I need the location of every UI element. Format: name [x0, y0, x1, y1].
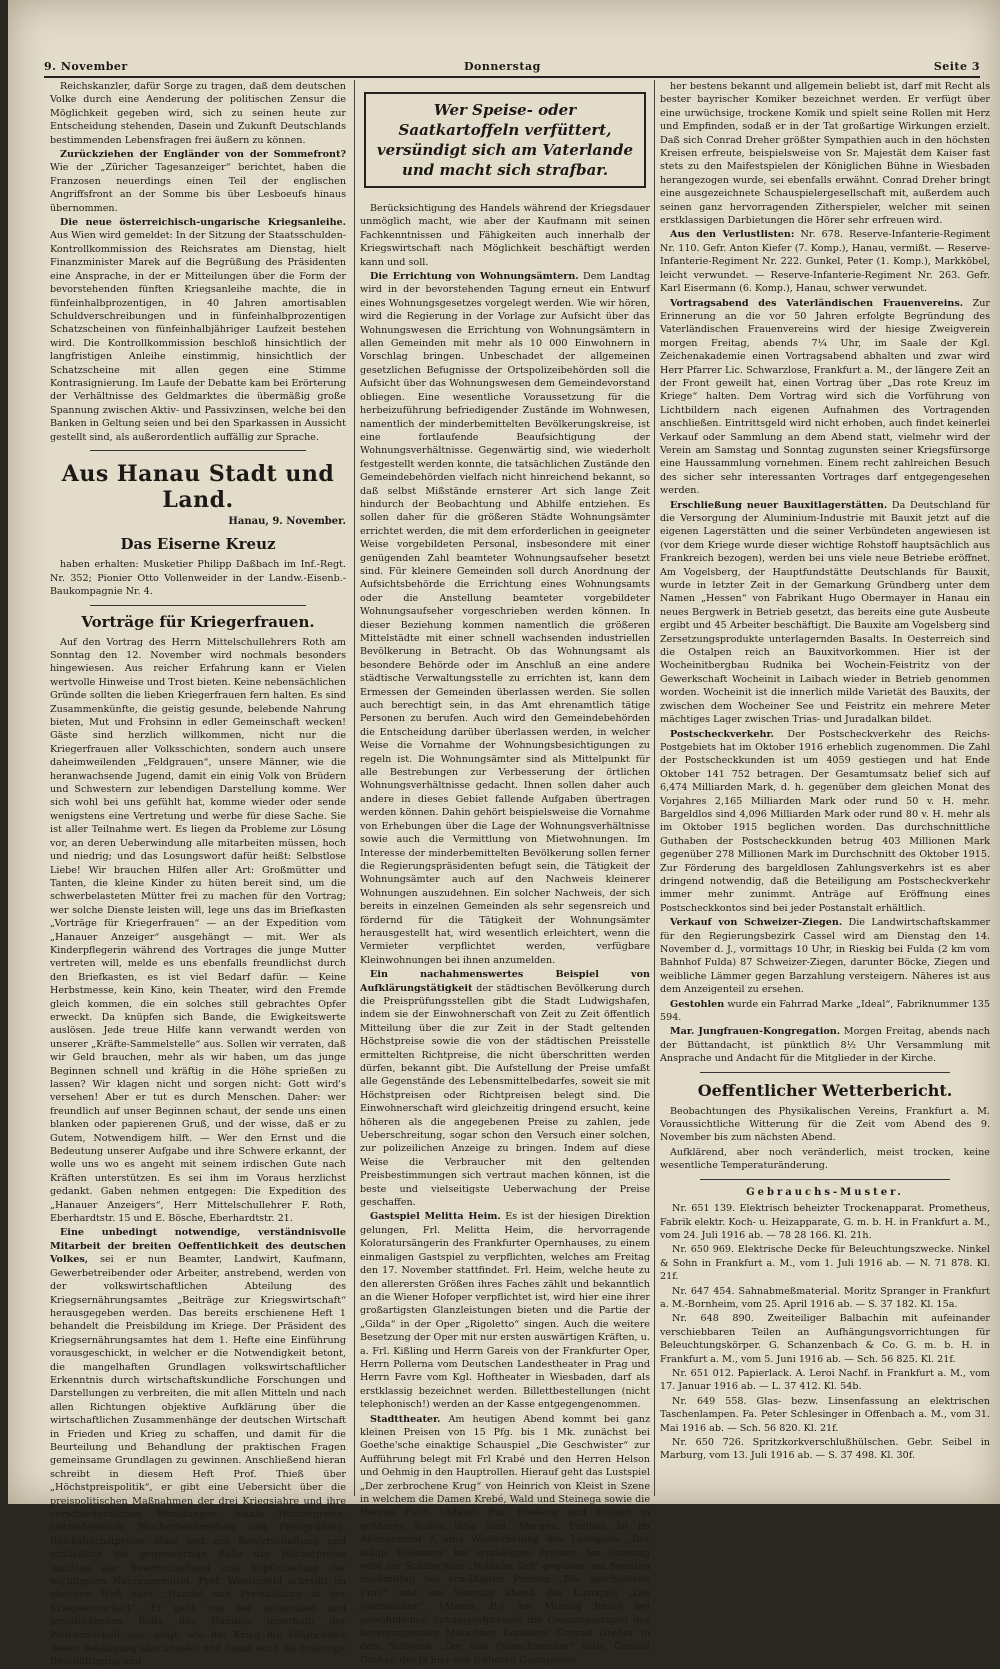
- article-lead: Aus den Verlustlisten:: [670, 229, 795, 241]
- article-lead: Gestohlen: [670, 998, 725, 1010]
- weather-paragraph: Aufklärend, aber noch veränderlich, meist trocken, keine wesentliche Temperaturänderung.: [660, 1146, 990, 1172]
- article-paragraph: Die neue österreichisch-ungarische Kriegsanleihe. Aus Wien wird gemeldet: In der Sitzung der Staatsschulden-Kontrollkommission des Reichsrates am Dienstag, hielt Finanzminister Marek auf die Begrüßung des Präsidenten eine Ansprache, in der er Mitteilungen über die Form der bevorstehenden fünften Kriegsanleihe machte, die in fünfeinhalbprozentigen, in 40 Jahren amortisablen Schuldverschreibungen und in fünfeinhalbprozentigen Schatzscheinen von fünfeinhalbjähriger Laufzeit bestehen wird. Die Kontrollkommission beschloß hinsichtlich der langfristigen Anleihe einstimmig, hinsichtlich der Schatzscheine mit allen gegen eine Stimme Kontrasignierung. Im Laufe der Debatte kam bei Erörterung der Verhältnisse des Geldmarktes die übermäßig große Spannung zwischen Aktiv- und Passivzinsen, welche bei den Banken in Geltung seien und bei den Sparkassen in Aussicht gestellt sind, als außerordentlich auffällig zur Sprache.: [50, 217, 346, 443]
- article-lead: Postscheckverkehr.: [670, 728, 774, 740]
- header-rule: [44, 76, 980, 78]
- article-paragraph: Berücksichtigung des Handels während der Kriegsdauer unmöglich macht, wie aber der Kaufmann mit seinen Fachkenntnissen und Fähigkeiten auch innerhalb der Kriegswirtschaft nach Möglichkeit beschäftigt werden kann und soll.: [360, 203, 650, 268]
- column-divider: [354, 80, 355, 1496]
- header-date: 9. November: [44, 60, 128, 73]
- weather-paragraph: Beobachtungen des Physikalischen Vereins, Frankfurt a. M. Voraussichtliche Witterung für die Zeit vom Abend des 9. November bis zum nächsten Abend.: [660, 1105, 990, 1144]
- patent-entry: Nr. 649 558. Glas- bezw. Linsenfassung an elektrischen Taschenlampen. Fa. Peter Schlesinger in Offenbach a. M., vom 31. Mai 1916 ab. — Sch. 56 820. Kl. 21f.: [660, 1395, 990, 1434]
- patent-entry: Nr. 651 139. Elektrisch beheizter Trockenapparat. Prometheus, Fabrik elektr. Koch- u. Heizapparate, G. m. b. H. in Frankfurt a. M., vom 24. Juli 1916 ab. — 78 28 166. Kl. 21h.: [660, 1203, 990, 1241]
- article-paragraph: Aus den Verlustlisten: Nr. 678. Reserve-Infanterie-Regiment Nr. 110. Gefr. Anton Kiefer (7. Komp.), Hanau, vermißt. — Reserve-Infanterie-Regiment Nr. 222. Gunkel, Peter (1. Komp.), Markköbel, leicht verwundet. — Reserve-Infanterie-Regiment Nr. 263. Gefr. Karl Eisermann (6. Komp.), Hanau, schwer verwundet.: [660, 229, 991, 295]
- article-lead: Eine unbedingt notwendige, verständnisvolle Mitarbeit der breiten Oeffentlichkeit des deutschen Volkes,: [50, 1227, 346, 1266]
- article-paragraph: haben erhalten: Musketier Philipp Daßbach im Inf.-Regt. Nr. 352; Pionier Otto Vollenweider in der Landw.-Eisenb.-Baukompagnie Nr. 4.: [50, 559, 346, 598]
- page-header: [44, 60, 980, 76]
- article-paragraph: Eine unbedingt notwendige, verständnisvolle Mitarbeit der breiten Oeffentlichkeit des deutschen Volkes, sei er nun Beamter, Landwirt, Kaufmann, Gewerbetreibender oder Arbeiter, anstrebend, werden von der volkswirtschaftlichen Abteilung des Kriegsernährungsamtes „Beiträge zur Kriegswirtschaft“ herausgegeben werden. Das bereits erschienene Heft 1 behandelt die Preisbildung im Kriege. Der Präsident des Kriegsernährungsamtes hat dem 1. Hefte eine Einführung vorausgeschickt, in welcher er die Notwendigkeit betont, die mangelhaften Grundlagen volkswirtschaftlicher Erkenntnis durch wirtschaftskundliche Forschungen und Darstellungen zu verbreiten, die mit allen Mitteln und nach allen Richtungen objektive Aufklärung über die wirtschaftlichen Zusammenhänge der deutschen Wirtschaft in Frieden und Krieg zu schaffen, und damit für die Beurteilung und Behandlung der praktischen Fragen gemeinsame Grundlagen zu gewinnen. Anschließend hieran schreibt in diesem Heft Prof. Thieß über „Höchstpreispolitik“, er gibt eine Uebersicht über die preispolitischen Maßnahmen der drei Kriegsjahre und ihre verschiedentlichen Wandlungen: lokale Höchstpreise, Getreidepolitik, Wucherbekämpfung und Preisprüfung, Reichshöchstpreise ohne und mit Bewirtschaftung und schließlich die gegenwärtige Rolle der Höchstpreise inmitten der Bewirtschaftung und Kopfzuteilung der wichtigsten Nahrungsmittel. Prof. Wiedenfeld schreibt im gleichen Heft über „Handel und Preisbildung in der Kriegswirtschaft“. Er geht von der ordnenden und preisbildenden Rolle des Handels innerhalb der Weltwirtschaft aus, zeigt, wie der Krieg die Möglichkeit dieser Betätigung abschneidet und damit auch die bisherige Beschäftigung und: [50, 1227, 346, 1668]
- column-3: [660, 80, 990, 1496]
- article-paragraph: Stadttheater. Am heutigen Abend kommt bei ganz kleinen Preisen von 15 Pfg. bis 1 Mk. zunächst bei Goethe'sche einaktige Schauspiel „Die Geschwister“ zur Aufführung belegt mit Frl Krabé und den Herren Helson und Oehmig in den Hauptrollen. Hierauf geht das Lustspiel „Der zerbrochene Krug“ von Heinrich von Kleist in Szene in welchem die Damen Krebé, Wald und Steinega sowie die Herren Pauls (Adam), Pur, Wieberg und Helgon in größeren Rollen tätig sind. Morgen, Freitag, ist im Abonnement A eine Wiederholung des Lustspiels „Der ledige Ehemann“ bei ermäßigten Preisen. Am Samstag wird zur Schillerfeier „Wilhelm Tell“ gegeben, am Sonntag nachmittag bei ermäßigten Preisen „Die geschiedene Frau“ und am Sonntag abend das Lustspiel „Die Journalisten“. (Abonn. B.) Am Montag findet bei gewöhnlichen Schauspielpreisen die Gesamtgastspiel des hervorragenden Münchner Komikers Conrad Dreher in dem Schwank „Der alte Feinschmecker“ statt. Conrad Dreher, der ja hier von früheren Gastspielen: [360, 1413, 650, 1666]
- article-lead: Mar. Jungfrauen-Kongregation.: [670, 1026, 841, 1038]
- section-title: Aus Hanau Stadt und Land.: [61, 460, 335, 513]
- article-paragraph: Ein nachahmenswertes Beispiel von Aufklärungstätigkeit der städtischen Bevölkerung durch die Preisprüfungsstellen gibt die Stadt Ludwigshafen, indem sie der Einwohnerschaft von Zeit zu Zeit öffentlich Mitteilung über die zur Zeit in der Stadt geltenden Höchstpreise sowie die von der städtischen Preisstelle ermittelten Richtpreise, die nicht überschritten werden dürfen, bekannt gibt. Die Aufstellung der Preise umfaßt alle Gegenstände des Lebensmittelbedarfes, soweit sie mit Höchstpreisen oder Richtpreisen belegt sind. Die Einwohnerschaft wird gleichzeitig dringend ersucht, keine höheren als die angegebenen Preise zu zahlen, jede Ueberschreitung, sogar schon den Versuch einer solchen, zur polizeilichen Anzeige zu bringen. Indem auf diese Weise die Verbraucher mit den geltenden Preisbestimmungen sich vertraut machen können, ist die beste und vielseitigste Ueberwachung der Preise geschaffen.: [360, 969, 650, 1209]
- boxed-notice: Wer Speise- oder Saatkartoffeln verfüttert, versündigt sich am Vaterlande und macht sich strafbar.: [364, 92, 646, 188]
- article-lead: Zurückziehen der Engländer von der Sommefront?: [60, 149, 346, 161]
- article-paragraph: her bestens bekannt und allgemein beliebt ist, darf mit Recht als bester bayrischer Komiker bezeichnet werden. Er verfügt über eine urwüchsige, trockene Komik und spielt seine Rollen mit Herz und Empfinden, sodaß er in der Tat großartige Wirkungen erzielt. Daß sich Conrad Dreher größter Sympathien auch in den höchsten Kreisen erfreute, beispielsweise von Sr. Majestät dem Kaiser fast stets zu den Maifestspielen der Königlichen Bühne in Wiesbaden herangezogen wurde, sei ebenfalls erwähnt. Conrad Dreher bringt eine ausgezeichnete Schauspielergesellschaft mit, außerdem auch seinen ganz hervorragenden Zitherspieler, welcher mit seinen erstklassigen Darbietungen die Hörer sehr erfreuen wird.: [660, 81, 990, 227]
- weather-heading: Oeffentlicher Wetterbericht.: [697, 1080, 953, 1100]
- article-paragraph: Gastspiel Melitta Heim. Es ist der hiesigen Direktion gelungen, Frl. Melitta Heim, die hervorragende Koloratursängerin des Frankfurter Opernhauses, zu einem einmaligen Gastspiel zu verpflichten, welches am Freitag den 17. November stattfindet. Frl. Heim, welche heute zu den allerersten Größen ihres Faches zählt und bekanntlich an die Wiener Hofoper verpflichtet ist, wird hier eine ihrer großartigsten Glanzleistungen bieten und die Partie der „Gilda“ in der Oper „Rigoletto“ singen. Auch die weitere Besetzung der Oper mit nur ersten auswärtigen Kräften, u. a. Frl. Kißling und Herrn Gareis von der Frankfurter Oper, Herrn Pollerna vom Deutschen Landestheater in Prag und Herrn Favre vom Kgl. Hoftheater in Wiesbaden, darf als erstklassig bezeichnet werden. Billettbestellungen (nicht telephonisch!) werden an der Kasse entgegengenommen.: [360, 1211, 650, 1411]
- patent-entry: Nr. 648 890. Zweiteiliger Balbachin mit aufeinander verschiebbaren Teilen an Aufhängungsvorrichtungen für Beleuchtungskörper. G. Schanzenbach & Co. G. m. b. H. in Frankfurt a. M., vom 5. Juni 1916 ab. — Sch. 56 825. Kl. 21f.: [660, 1313, 990, 1365]
- column-2: [360, 80, 650, 1666]
- article-lead: Verkauf von Schweizer-Ziegen.: [670, 917, 843, 929]
- column-divider: [654, 80, 655, 1496]
- article-lead: Die neue österreichisch-ungarische Kriegsanleihe.: [60, 217, 346, 229]
- patent-entry: Nr. 647 454. Sahnabmeßmaterial. Moritz Spranger in Frankfurt a. M.-Bornheim, vom 25. April 1916 ab. — S. 37 182. Kl. 15a.: [660, 1285, 990, 1310]
- article-paragraph: Auf den Vortrag des Herrn Mittelschullehrers Roth am Sonntag den 12. November wird nochmals besonders hingewiesen. Aus reicher Erfahrung kann er Vielen wertvolle Hinweise und Trost bieten. Keine nebensächlichen Gründe sollten die lieben Kriegerfrauen fern halten. Es sind Zusammenkünfte, die geistig gesunde, belebende Nahrung bieten, Mut und Frohsinn in edler Gemeinschaft wecken! Gäste sind herzlich willkommen, nicht nur die Kriegerfrauen aller Volksschichten, sondern auch unsere daheimweilenden „Feldgrauen“, unsere Männer, wie die heranwachsende Jugend, damit ein einig Volk von Brüdern und Schwestern zur lebendigen Darstellung komme. Wer sich wohl bei uns gefühlt hat, komme wieder oder sende wenigstens eine Vertretung und werbe für diese Sache. Sie ist aller Teilnahme wert. Es liegen da Probleme zur Lösung vor, an deren Ueberwindung alle mitarbeiten müssen, hoch und niedrig; und das Losungswort dafür heißt: Selbstlose Liebe! Wir brauchen Hilfen aller Art: Großmütter und Tanten, die kleine Kinder zu hüten bereit sind, um die schwerbelasteten Mütter frei zu machen für den Vortrag; wer solche Dienste leisten will, lege uns das im Briefkasten „Vorträge für Kriegerfrauen“ — an der Expedition vom „Hanauer Anzeiger“ ausgehängt — mit. Wer als Kinderpflegerin während des Vortrages die junge Mutter vertreten will, melde es uns ebenfalls freundlichst durch den Briefkasten, es ist viel Bedarf dafür. — Keine Herbstmesse, kein Kino, kein Theater, wird den Fremde gleich kommen, die ein solches still gebrachtes Opfer erweckt. Da knüpfen sich Bande, die Ewigkeitswerte auslösen. Jede treue Hilfe kann verwandt werden von unserer „Kräfte-Sammelstelle“ aus. Sollen wir verraten, daß wir Geld brauchen, mehr als wir haben, um das junge Beginnen schnell und kräftig in die Höhe sprießen zu lassen? Wir klagen nicht und sorgen nicht: Gott wird's versehen! Aber er tut es durch Menschen. Daher: wer freundlich auf unser Beginnen schaut, der sende uns einen blanken oder papierenen Gruß, und der wisse, daß er zu Gutem, Notwendigem hilft. — Wer den Ernst und die Bedeutung unserer Aufgabe und ihre Schwere erkannt, der wolle uns wo es angeht mit seinem irdischen Gute nach Kräften unterstützen. Es sei ihm im Voraus herzlichst gedankt. Gaben nehmen entgegen: Die Expedition des „Hanauer Anzeigers“, Herr Mittelschullehrer F. Roth, Eberhardtstr. 15 und E. Bösche, Eberhardtstr. 21.: [50, 636, 346, 1225]
- article-lead: Ein nachahmenswertes Beispiel von Aufklärungstätigkeit: [360, 969, 650, 994]
- patent-entry: Nr. 650 969. Elektrische Decke für Beleuchtungszwecke. Ninkel & Sohn in Frankfurt a. M., vom 1. Juli 1916 ab. — N. 71 878. Kl. 21f.: [660, 1244, 990, 1283]
- patents-heading: Gebrauchs-Muster.: [746, 1186, 904, 1198]
- article-paragraph: Die Errichtung von Wohnungsämtern. Dem Landtag wird in der bevorstehenden Tagung erneut ein Entwurf eines Wohnungsgesetzes vorgelegt werden. Wie wir hören, wird die Regierung in der Vorlage zur Aufsicht über das Wohnungswesen die Errichtung von Wohnungsämtern in allen Gemeinden mit mehr als 10 000 Einwohnern in Vorschlag bringen. Unbeschadet der allgemeinen gesetzlichen Befugnisse der Ortspolizeibehörden soll die Aufsicht über das Wohnungswesen dem Gemeindevorstand obliegen. Eine wesentliche Voraussetzung für die herbeizuführung befriedigender Zustände im Wohnwesen, namentlich der minderbemittelten Bevölkerungskreise, ist eine fortlaufende Beaufsichtigung der Wohnungsverhältnisse. Gegenwärtig sind, wie wiederholt festgestellt werden konnte, die tatsächlichen Zustände den Gemeindebehörden vielfach nicht hinreichend bekannt, so daß selbst Mißstände ernsterer Art sich lange Zeit hindurch der Beobachtung und Abhilfe entziehen. Es sollen daher für die größeren Städte Wohnungsämter errichtet werden, die mit dem erforderlichen in geeigneter Weise vorgebildeten Personal, insbesondere mit einer genügenden Zahl beamteter Wohnungsaufseher besetzt sind. Für kleinere Gemeinden soll durch Anordnung der Aufsichtsbehörde die Errichtung eines Wohnungsamts oder die Anstellung beamteter vorgebildeter Wohnungsaufseher vorgeschrieben werden können. In dieser Beziehung kommen namentlich die größeren Mittelstädte mit einer schnell wachsenden industriellen Bevölkerung in Betracht. Ob das Wohnungsamt als besondere Behörde oder im Anschluß an eine andere städtische Verwaltungsstelle zu errichten ist, kann dem Ermessen der Gemeinden überlassen werden. Sie sollen auch berechtigt sein, in das Amt ehrenamtlich tätige Personen zu berufen. Auch wird den Gemeindebehörden die Entscheidung darüber überlassen werden, in welcher Weise die Vornahme der Wohnungsbesichtigungen zu regeln ist. Die Wohnungsämter sind als Mittelpunkt für alle Bestrebungen zur Verbesserung der örtlichen Wohnungsverhältnisse gedacht. Ihnen sollen daher auch andere in dieses Gebiet fallende Aufgaben übertragen werden können. Dahin gehört beispielsweise die Vornahme von Erhebungen über die Lage der Wohnungsverhältnisse sowie auch die Vermittlung von Mietwohnungen. Im Interesse der minderbemittelten Bevölkerung sollen ferner die Regierungspräsidenten befugt sein, die Tätigkeit der Wohnungsämter auch auf den Nachweis kleinerer Wohnungen auszudehnen. Ein solcher Nachweis, der sich bereits in einzelnen Gemeinden als sehr segensreich und fördernd für die Tätigkeit der Wohnungsämter herausgestellt hat, wird wesentlich erleichtert, wenn die Vermieter verpflichtet werden, verfügbare Kleinwohnungen bei ihnen anzumelden.: [360, 271, 650, 966]
- article-paragraph: Erschließung neuer Bauxitlagerstätten. Da Deutschland für die Versorgung der Aluminium-Industrie mit Bauxit jetzt auf die eigenen Lagerstätten und die seiner Verbündeten angewiesen ist (vor dem Kriege wurde dieser wichtige Rohstoff hauptsächlich aus Frankreich bezogen), werden bei uns viele neue Betriebe eröffnet. Am Vogelsberg, der Hauptfundstätte Deutschlands für Bauxit, wurde in letzter Zeit in der Gemarkung Gründberg unter dem Namen „Hessen“ von Fabrikant Hugo Obermayer in Hanau ein neues Bergwerk in Betrieb gesetzt, das bereits eine gute Ausbeute ergibt und 45 Arbeiter beschäftigt. Die Bauxite am Vogelsberg sind Zersetzungsprodukte unterlagernden Basalts. In Oesterreich sind die Ostalpen reich an Bauxitvorkommen. Hier ist der Wocheinitbergbau Rudnika bei Wochein-Feistritz von der Gewerkschaft Wocheinit in Laibach wieder in Betrieb genommen worden. Wocheinit ist die innerlich milde Varietät des Bauxits, der zwischen dem Wocheiner See und Feistritz ein mehrere Meter mächtiges Lager zwischen Trias- und Juradalkan bildet.: [660, 499, 990, 726]
- cross-heading: Das Eiserne Kreuz: [120, 535, 276, 554]
- separator-rule: [90, 450, 306, 451]
- patent-entry: Nr. 651 012. Papierlack. A. Leroi Nachf. in Frankfurt a. M., vom 17. Januar 1916 ab. — L. 37 412. Kl. 54b.: [660, 1367, 990, 1393]
- article-paragraph: Gestohlen wurde ein Fahrrad Marke „Ideal“, Fabriknummer 135 594.: [660, 998, 990, 1024]
- article-lead: Gastspiel Melitta Heim.: [370, 1211, 501, 1223]
- article-paragraph: Zurückziehen der Engländer von der Sommefront? Wie der „Züricher Tagesanzeiger“ berichtet, haben die Franzosen neuerdings einen Teil der englischen Angriffsfront an der Somme bis über Lesboeufs hinaus übernommen.: [50, 149, 346, 214]
- article-paragraph: Verkauf von Schweizer-Ziegen. Die Landwirtschaftskammer für den Regierungsbezirk Cassel wird am Dienstag den 14. November d. J., vormittags 10 Uhr, in Rieskig bei Fulda (2 km vom Bahnhof Fulda) 87 Schweizer-Ziegen, darunter Böcke, Ziegen und weibliche Lämmer gegen Barzahlung versteigern. Näheres ist aus dem Anzeigenteil zu ersehen.: [660, 917, 990, 996]
- header-weekday: Donnerstag: [464, 60, 541, 73]
- separator-rule: [90, 605, 306, 606]
- dateline: Hanau, 9. November.: [228, 515, 346, 527]
- column-1: [50, 80, 346, 1668]
- article-paragraph: Postscheckverkehr. Der Postscheckverkehr des Reichs-Postgebiets hat im Oktober 1916 erheblich zugenommen. Die Zahl der Postscheckkunden ist um 4059 gestiegen und hat Ende Oktober 141 752 betragen. Der Gesamtumsatz belief sich auf 6,474 Milliarden Mark, d. h. gegenüber dem gleichen Monat des Vorjahres 2,165 Milliarden Mark oder rund 50 v. H. mehr. Bargeldlos sind 4,096 Milliarden Mark oder rund 80 v. H. mehr als im Oktober 1915 beglichen worden. Das durchschnittliche Guthaben der Postscheckkunden betrug 403 Millionen Mark gegenüber 278 Millionen Mark im Durchschnitt des Oktober 1915. Zur Förderung des bargeldlosen Zahlungsverkehrs ist es aber dringend notwendig, daß die Beteiligung am Postscheckverkehr immer mehr zunimmt. Anträge auf Eröffnung eines Postscheckkontos sind bei jeder Postanstalt erhältlich.: [660, 728, 990, 914]
- article-paragraph: Reichskanzler, dafür Sorge zu tragen, daß dem deutschen Volke durch eine Aenderung der politischen Zensur die Möglichkeit gegeben wird, sich zu seinen heute zur Entscheidung stehenden, Dasein und Zukunft Deutschlands bestimmenden Lebensfragen frei äußern zu können.: [50, 81, 346, 146]
- separator-rule: [700, 1179, 950, 1180]
- article-paragraph: Vortragsabend des Vaterländischen Frauenvereins. Zur Erinnerung an die vor 50 Jahren erfolgte Begründung des Vaterländischen Frauenvereins wird der hiesige Zweigverein morgen Freitag, abends 7¼ Uhr, im Saale der Kgl. Zeichenakademie einen Vortragsabend abhalten und zwar wird Herr Pfarrer Lic. Schwarzlose, Frankfurt a. M., der längere Zeit an der Front geweilt hat, einen Vortrag über „Das rote Kreuz im Kriege“ halten. Dem Vortrag wird sich die Vorführung von Lichtbildern nach eigenen Aufnahmen des Vortragenden anschließen. Eintrittsgeld wird nicht erhoben, auch findet keinerlei Verkauf oder Sammlung an dem Abend statt, vielmehr wird der Verein am Samstag und Sonntag zugunsten seiner Kriegsfürsorge eine Haussammlung vornehmen. Einem recht zahlreichen Besuch des sicher sehr interessanten Vortrages darf entgegengesehen werden.: [660, 297, 991, 497]
- article-paragraph: Mar. Jungfrauen-Kongregation. Morgen Freitag, abends nach der Büttandacht, ist pünktlich 8½ Uhr Versammlung mit Ansprache und Andacht für die Mitglieder in der Kirche.: [660, 1026, 990, 1065]
- article-lead: Stadttheater.: [370, 1413, 441, 1425]
- separator-rule: [700, 1072, 950, 1073]
- header-page-number: Seite 3: [933, 60, 980, 73]
- article-lead: Vortragsabend des Vaterländischen Frauenvereins.: [670, 297, 964, 309]
- patent-entry: Nr. 650 726. Spritzkorkverschlußhülschen. Gebr. Seibel in Marburg, vom 13. Juli 1916 ab. — S. 37 498. Kl. 30f.: [660, 1437, 990, 1462]
- lectures-heading: Vorträge für Kriegerfrauen.: [81, 612, 315, 631]
- newspaper-page: [8, 0, 1000, 1668]
- article-lead: Die Errichtung von Wohnungsämtern.: [370, 271, 579, 283]
- article-lead: Erschließung neuer Bauxitlagerstätten.: [670, 499, 888, 511]
